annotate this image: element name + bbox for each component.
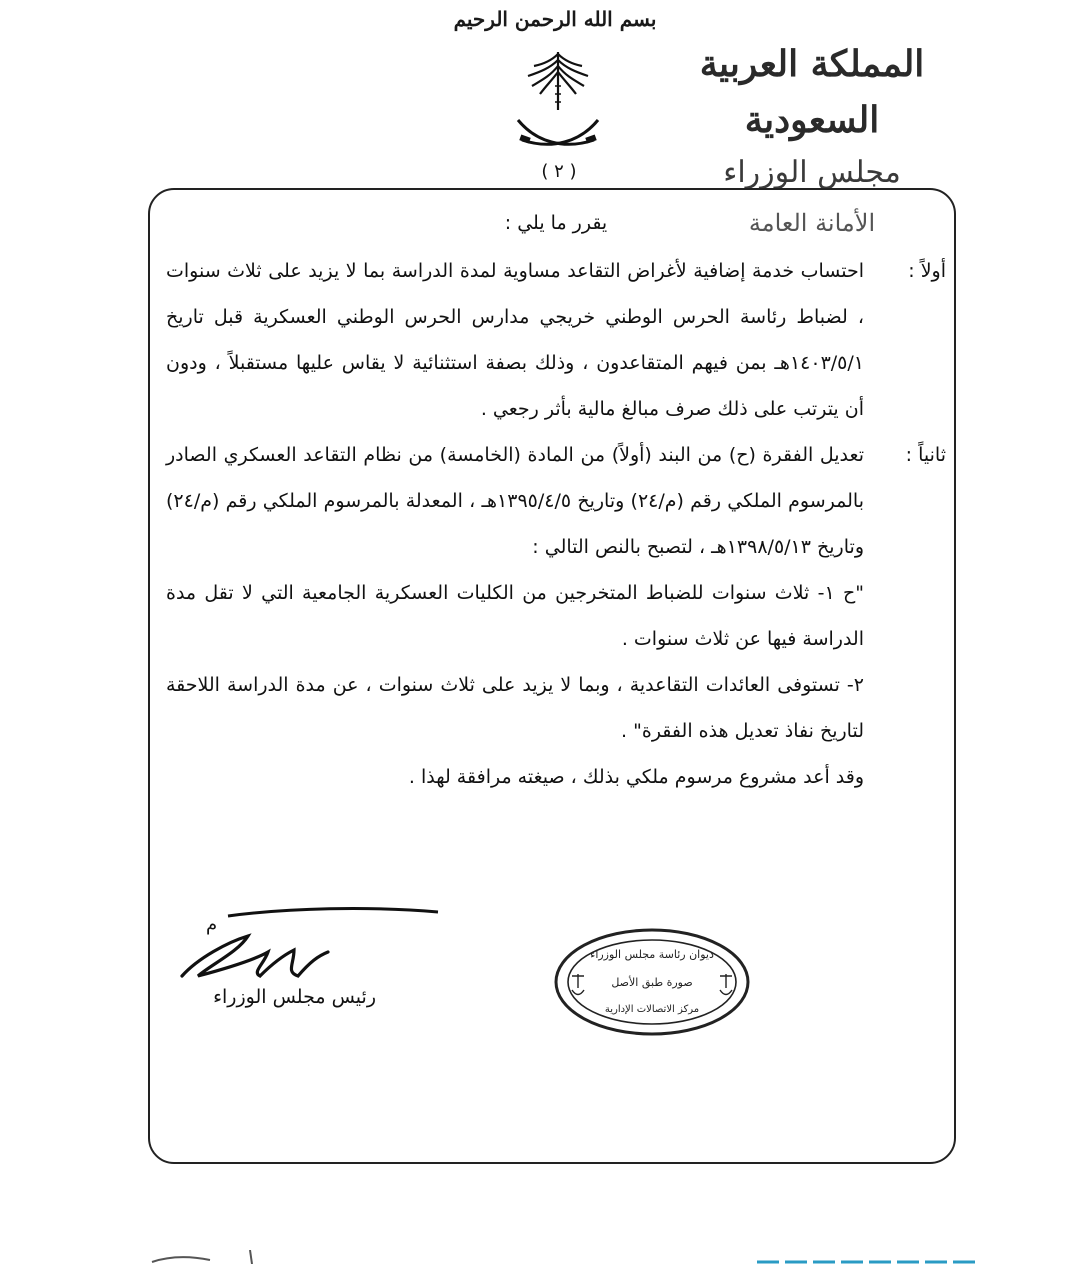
item-2-label: ثانياً :: [905, 444, 946, 466]
item-2-text: تعديل الفقرة (ح) من البند (أولاً) من المادة (الخامسة) من نظام التقاعد العسكري الصادر بالمرسوم الملكي رقم (م/٢٤) وتاريخ ١٣٩٥/٤/٥هـ ، المعدلة بالمرسوم الملكي رقم (م/٢٤) وتاريخ ١٣٩٨/٥/١٣هـ ، لتصبح بالنص التالي :: [166, 444, 865, 558]
palm-swords-emblem-icon: [512, 46, 604, 164]
intro-line: يقرر ما يلي :: [504, 212, 608, 234]
seal-line-top: ديوان رئاسة مجلس الوزراء: [590, 948, 714, 961]
closing-line: وقد أعد مشروع مرسوم ملكي بذلك ، صيغته مرافقة لهذا .: [408, 766, 864, 788]
secretariat-title: الأمانة العامة: [748, 209, 876, 237]
item-1-text: احتساب خدمة إضافية لأغراض التقاعد مساوية لمدة الدراسة بما لا يزيد على ثلاث سنوات ، لضباط رئاسة الحرس الوطني خريجي مدارس الحرس الوطني العسكرية قبل تاريخ ١٤٠٣/٥/١هـ بمن فيهم المتقاعدون ، وذلك بصفة استثنائية لا يقاس عليها مستقبلاً ، ودون أن يترتب على ذلك صرف مبالغ مالية بأثر رجعي .: [166, 260, 864, 420]
sub-clause-2: [166, 662, 864, 754]
official-seal-icon: [552, 926, 752, 1038]
signature-caption: رئيس مجلس الوزراء: [213, 986, 376, 1008]
item-1: [166, 248, 946, 432]
sub-clause-2-text: ٢- تستوفى العائدات التقاعدية ، وبما لا يزيد على ثلاث سنوات ، عن مدة الدراسة اللاحقة لتاريخ نفاذ تعديل هذه الفقرة" .: [166, 674, 864, 742]
seal-line-bottom: مركز الاتصالات الإدارية: [604, 1004, 700, 1015]
item-1-label: أولاً :: [908, 260, 946, 282]
council-title: مجلس الوزراء: [723, 155, 901, 190]
kingdom-title: المملكة العربية السعودية: [699, 43, 925, 141]
sub-clause-1: [166, 570, 864, 662]
resolution-text: [166, 200, 946, 800]
footer-right-mark: [755, 1254, 985, 1264]
footer-left-mark: [150, 1250, 260, 1264]
page-number: ( ٢ ): [541, 161, 577, 182]
seal-line-middle: صورة طبق الأصل: [611, 976, 693, 989]
item-2: [166, 432, 946, 570]
sub-clause-1-text: "ح ١- ثلاث سنوات للضباط المتخرجين من الكليات العسكرية الجامعية التي لا تقل مدة الدراسة فيها عن ثلاث سنوات .: [166, 582, 865, 650]
basmala: بسم الله الرحمن الرحيم: [453, 7, 657, 31]
signature-mark: م: [206, 914, 218, 935]
